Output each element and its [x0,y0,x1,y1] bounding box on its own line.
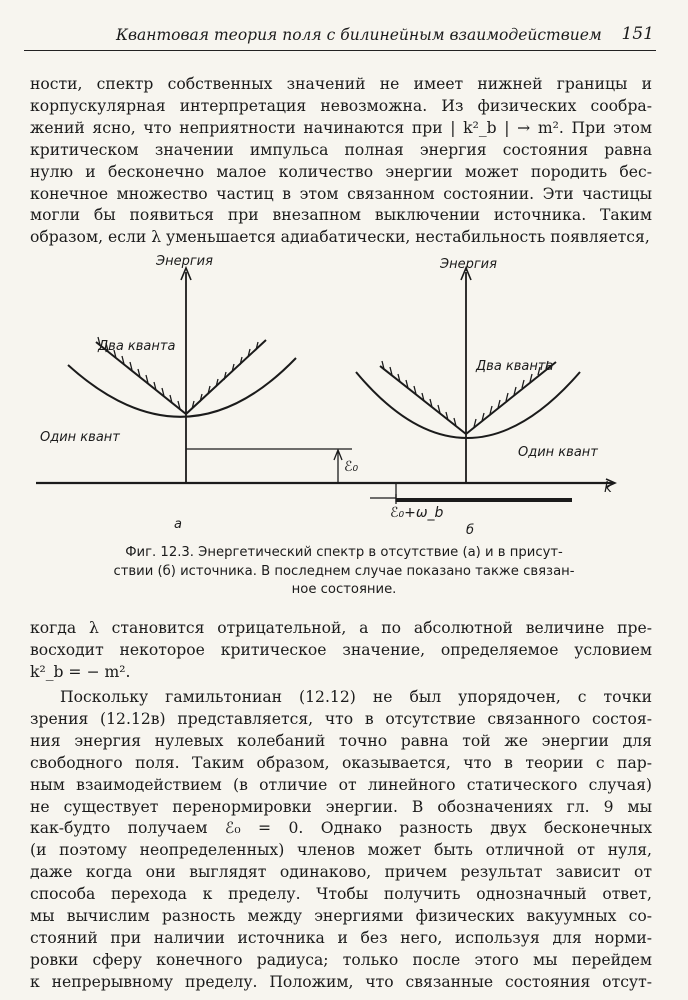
two-quanta-label-a: Два кванта [98,339,176,354]
text-line: как-будто получаем ℰ₀ = 0. Однако разность двух бесконечных [30,819,652,838]
text-line: ности, спектр собственных значений не имеет нижней границы и [30,75,652,93]
energy-label-a: Энергия [156,254,213,269]
panel-label-b: б [466,523,475,536]
text-line: когда λ становится отрицательной, а по абсолютной величине пре- [30,619,652,637]
text-line: нулю и бесконечно малое количество энергии может породить бес- [30,162,652,181]
one-quantum-curve-a [68,358,296,417]
text-line: мы вычислим разность между энергиями физических вакуумных со- [30,907,652,926]
page-number: 151 [621,24,654,44]
text-line: критическом значении импульса полная энергия состояния равна [30,140,652,159]
text-line: ным взаимодействием (в отличие от линейного статического случая) [30,775,652,794]
text-line: к непрерывному пределу. Положим, что связанные состояния отсут- [30,972,652,991]
figure-caption [70,544,618,600]
paragraph-main [30,687,652,994]
text-line: ровки сферу конечного радиуса; только после этого мы перейдем [30,950,652,969]
text-line: даже когда они выглядят одинаково, причем результат зависит от [30,863,652,882]
text-line: образом, если λ уменьшается адиабатически, нестабильность появляется, [30,228,650,247]
one-quantum-label-a: Один квант [40,430,120,445]
paragraph-top [30,74,652,249]
text-line: ния энергия нулевых колебаний точно равна той же энергии для [30,731,652,750]
one-quantum-curve-b [356,372,580,438]
text-line: свободного поля. Таким образом, оказывается, что в теории с пар- [30,753,652,772]
text-line: Поскольку гамильтониан (12.12) не был упорядочен, с точки [60,688,652,706]
text-line: корпускулярная интерпретация невозможна. Из физических сообра- [30,96,652,115]
figure-energy-spectrum [30,246,630,536]
caption-line: Фиг. 12.3. Энергетический спектр в отсутствие (а) и в присут- [125,545,563,560]
panel-label-a: а [174,517,182,532]
two-quanta-label-b: Два кванта [476,359,554,374]
text-line: (и поэтому неопределенных) членов может быть отличной от нуля, [30,841,652,860]
text-line: конечное множество частиц в этом связанном состоянии. Эти частицы [30,184,652,203]
paragraph-continuation [30,618,652,684]
e0-label: ℰ₀ [344,459,359,475]
header-title: Квантовая теория поля с билинейным взаимодействием [116,26,602,44]
caption-line: ствии (б) источника. В последнем случае показано также связан- [113,563,575,579]
bound-state-label: ℰ₀+ω_b [390,505,444,521]
text-line: зрения (12.12в) представляется, что в отсутствие связанного состоя- [30,709,652,728]
text-line: k²_b = − m². [30,662,131,681]
spectrum-diagram [30,246,630,536]
one-quantum-label-b: Один квант [518,445,598,460]
text-line: способа перехода к пределу. Чтобы получить однозначный ответ, [30,885,652,904]
text-line: восходит некоторое критическое значение, определяемое условием [30,640,652,659]
text-line: не существует перенормировки энергии. В обозначениях гл. 9 мы [30,797,652,816]
energy-label-b: Энергия [440,257,497,272]
text-line: стояний при наличии источника и без него, используя для норми- [30,928,652,947]
text-line: жений ясно, что неприятности начинаются при | k²_b | → m². При этом [30,118,652,137]
k-axis-label: k [604,480,613,496]
caption-line: ное состояние. [291,582,397,597]
running-header [24,22,656,51]
text-line: могли бы появиться при внезапном выключении источника. Таким [30,206,652,225]
